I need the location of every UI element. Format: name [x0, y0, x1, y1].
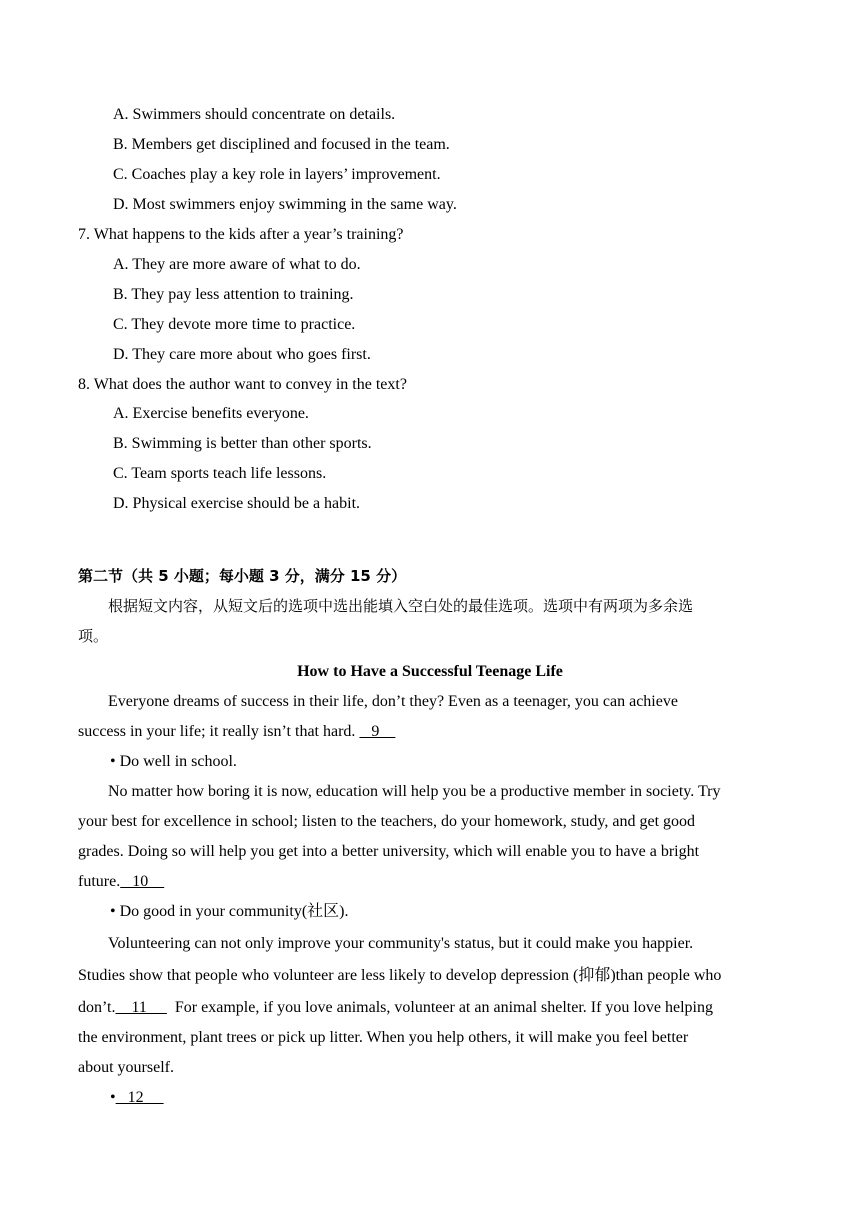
paragraph-3-line2: Studies show that people who volunteer are less likely to develop depression (抑郁)than people who: [78, 967, 722, 984]
q7-option-d: D. They care more about who goes first.: [113, 346, 371, 363]
bullet-blank-12: [110, 1088, 164, 1108]
blank-10: 10: [120, 873, 165, 890]
q8-option-a: A. Exercise benefits everyone.: [113, 405, 309, 422]
q6-option-c: C. Coaches play a key role in layers’ improvement.: [113, 166, 441, 183]
q6-option-b: B. Members get disciplined and focused in the team.: [113, 136, 450, 153]
blank-12: 12: [115, 1089, 164, 1106]
paragraph-2-line2: your best for excellence in school; listen to the teachers, do your homework, study, and get good: [78, 813, 696, 830]
paragraph-1-text: success in your life; it really isn’t that hard.: [78, 723, 360, 740]
paragraph-3-line4: the environment, plant trees or pick up litter. When you help others, it will make you feel better: [78, 1029, 689, 1046]
paragraph-3-text-pre: don’t.: [78, 999, 116, 1016]
q7-option-a: A. They are more aware of what to do.: [113, 256, 361, 273]
paragraph-3-line3: [78, 998, 713, 1018]
paragraph-2-line4: [78, 872, 164, 892]
q7-question: 7. What happens to the kids after a year’s training?: [78, 226, 404, 243]
blank-9: 9: [359, 723, 396, 740]
paragraph-1-line2: [78, 722, 395, 742]
q6-option-a: A. Swimmers should concentrate on details.: [113, 106, 396, 123]
bullet-marker: •: [110, 1089, 116, 1106]
q8-question: 8. What does the author want to convey in the text?: [78, 376, 407, 393]
paragraph-3-text-post: For example, if you love animals, volunteer at an animal shelter. If you love helping: [166, 999, 713, 1016]
passage-title: How to Have a Successful Teenage Life: [297, 663, 563, 680]
bullet-do-well-in-school: • Do well in school.: [110, 753, 237, 770]
blank-11: 11: [115, 999, 167, 1016]
paragraph-1-line1: Everyone dreams of success in their life, don’t they? Even as a teenager, you can achieve: [108, 693, 678, 710]
q8-option-c: C. Team sports teach life lessons.: [113, 465, 327, 482]
q8-option-d: D. Physical exercise should be a habit.: [113, 495, 361, 512]
section-instruction-line1: 根据短文内容，从短文后的选项中选出能填入空白处的最佳选项。选项中有两项为多余选: [108, 597, 694, 615]
q7-option-c: C. They devote more time to practice.: [113, 316, 356, 333]
paragraph-3-line1: Volunteering can not only improve your community's status, but it could make you happier.: [108, 935, 694, 952]
q8-option-b: B. Swimming is better than other sports.: [113, 435, 372, 452]
paragraph-2-text: future.: [78, 873, 121, 890]
section-heading: 第二节（共 5 小题；每小题 3 分，满分 15 分）: [78, 567, 407, 585]
q6-option-d: D. Most swimmers enjoy swimming in the same way.: [113, 196, 457, 213]
bullet-do-good-in-community: • Do good in your community(社区).: [110, 903, 349, 920]
paragraph-2-line3: grades. Doing so will help you get into a better university, which will enable you to have a bright: [78, 843, 700, 860]
q7-option-b: B. They pay less attention to training.: [113, 286, 354, 303]
paragraph-3-line5: about yourself.: [78, 1059, 174, 1076]
section-instruction-line2: 项。: [78, 627, 109, 645]
paragraph-2-line1: No matter how boring it is now, education will help you be a productive member in society. Try: [108, 783, 721, 800]
